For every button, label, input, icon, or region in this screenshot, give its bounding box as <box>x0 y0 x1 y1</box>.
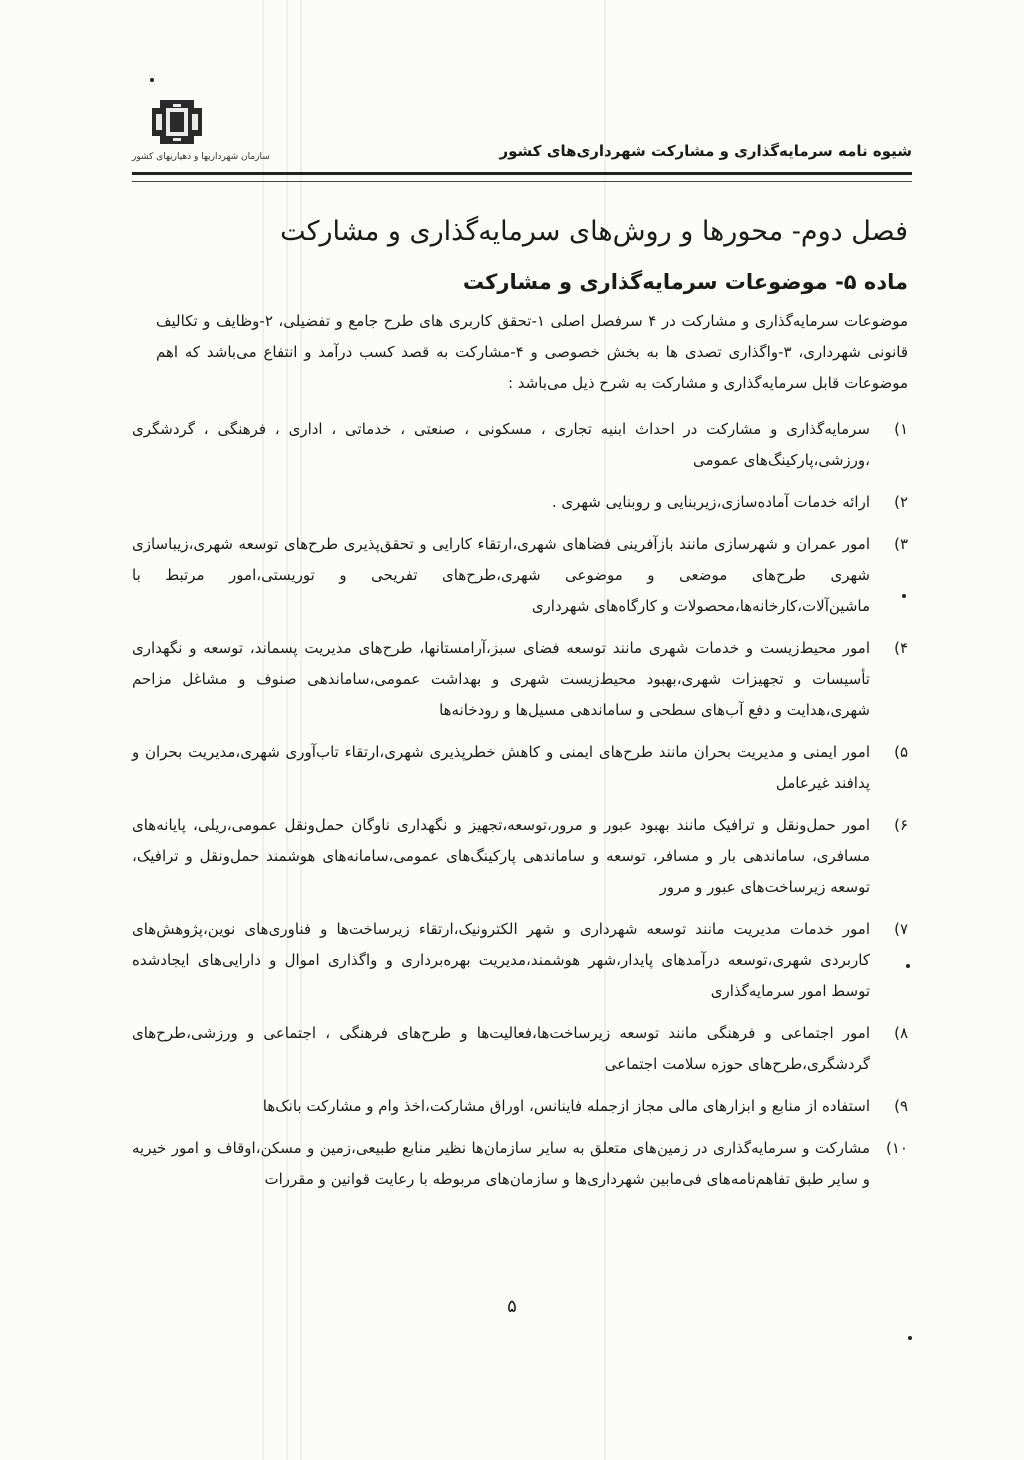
item-text: امور حمل‌ونقل و ترافیک مانند بهبود عبور و مرور،توسعه،تجهیز و نگهداری ناوگان حمل‌ونقل عمومی،ریلی، پایانه‌های مسافری، ساماندهی بار و مسافر، توسعه و ساماندهی پارکینگ‌های عمومی،سامانه‌های هوشمند حمل‌ونقل و ترافیک، توسعه زیرساخت‌های عبور و مرور <box>132 816 870 896</box>
list-item <box>132 414 908 476</box>
list-item <box>132 487 908 518</box>
scan-speck <box>908 1336 912 1340</box>
logo-caption: سازمان شهرداریها و دهیاریهای کشور <box>132 152 270 162</box>
item-text: امور خدمات مدیریت مانند توسعه شهرداری و شهر الکترونیک،ارتقاء زیرساخت‌ها و فناوری‌های نوین،پژوهش‌های کاربردی شهری،توسعه درآمدهای پایدار،شهر هوشمند،مدیریت بهره‌برداری و واگذاری اموال و دارایی‌های ایجادشده توسط امور سرمایه‌گذاری <box>132 920 870 1000</box>
chapter-title: فصل دوم- محورها و روش‌های سرمایه‌گذاری و مشارکت <box>280 216 908 247</box>
page-number: ۵ <box>507 1296 517 1317</box>
item-text: مشارکت و سرمایه‌گذاری در زمین‌های متعلق به سایر سازمان‌ها نظیر منابع طبیعی،زمین و مسکن،اوقاف و امور خیریه و سایر طبق تفاهم‌نامه‌های فی‌مابین شهرداری‌ها و سازمان‌های مربوطه با رعایت قوانین و مقررات <box>132 1139 870 1188</box>
item-number: ۳) <box>894 535 908 553</box>
list-item <box>132 1133 908 1195</box>
item-number: ۲) <box>894 493 908 511</box>
topics-list <box>132 414 908 1206</box>
scan-speck <box>150 78 154 82</box>
list-item <box>132 529 908 622</box>
list-item <box>132 1018 908 1080</box>
item-number: ۴) <box>894 639 908 657</box>
header-title: شیوه نامه سرمایه‌گذاری و مشارکت شهرداری‌های کشور <box>499 142 912 160</box>
list-item <box>132 914 908 1007</box>
article-title: ماده ۵- موضوعات سرمایه‌گذاری و مشارکت <box>462 270 908 294</box>
item-number: ۵) <box>894 743 908 761</box>
intro-paragraph: موضوعات سرمایه‌گذاری و مشارکت در ۴ سرفصل اصلی ۱-تحقق کاربری های طرح جامع و تفضیلی، ۲-وظایف و تکالیف قانونی شهرداری، ۳-واگذاری تصدی ها به بخش خصوصی و ۴-مشارکت به قصد کسب درآمد و انتفاع می‌باشد که اهم موضوعات قابل سرمایه‌گذاری و مشارکت به شرح ذیل می‌باشد : <box>156 312 909 392</box>
item-text: امور اجتماعی و فرهنگی مانند توسعه زیرساخت‌ها،فعالیت‌ها و طرح‌های فرهنگی ، اجتماعی و ورزشی،طرح‌های گردشگری،طرح‌های حوزه سلامت اجتماعی <box>132 1024 870 1073</box>
item-text: امور عمران و شهرسازی مانند بازآفرینی فضاهای شهری،ارتقاء کارایی و تحقق‌پذیری طرح‌های توسعه شهری،زیباسازی شهری طرح‌های موضعی و موضوعی شهری،طرح‌های تفریحی و توریستی،امور مرتبط با ماشین‌آلات،کارخانه‌ها،محصولات و کارگاه‌های شهرداری <box>132 535 870 615</box>
item-text: امور ایمنی و مدیریت بحران مانند طرح‌های ایمنی و کاهش خطرپذیری شهری،ارتقاء تاب‌آوری شهری،مدیریت بحران و پدافند غیرعامل <box>132 743 870 792</box>
item-number: ۶) <box>894 816 908 834</box>
header-divider <box>132 172 912 182</box>
item-number: ۷) <box>894 920 908 938</box>
item-number: ۹) <box>894 1097 908 1115</box>
item-number: ۱۰) <box>886 1139 908 1157</box>
item-text: سرمایه‌گذاری و مشارکت در احداث ابنیه تجاری ، مسکونی ، صنعتی ، خدماتی ، اداری ، فرهنگی ، گردشگری ،ورزشی،پارکینگ‌های عمومی <box>132 420 870 469</box>
page-header <box>132 96 912 176</box>
item-number: ۸) <box>894 1024 908 1042</box>
list-item <box>132 810 908 903</box>
list-item <box>132 633 908 726</box>
item-number: ۱) <box>894 420 908 438</box>
item-text: ارائه خدمات آماده‌سازی،زیربنایی و روبنایی شهری . <box>551 493 870 511</box>
list-item <box>132 737 908 799</box>
item-text: امور محیط‌زیست و خدمات شهری مانند توسعه فضای سبز،آرامستانها، طرح‌های مدیریت پسماند، توسعه و نگهداری تأسیسات و تجهیزات شهری،بهبود محیط‌زیست شهری و بهداشت عمومی،ساماندهی صنوف و مشاغل مزاحم شهری،هدایت و دفع آب‌های سطحی و ساماندهی مسیل‌ها و رودخانه‌ها <box>132 639 870 719</box>
list-item <box>132 1091 908 1122</box>
item-text: استفاده از منابع و ابزارهای مالی مجاز ازجمله فاینانس، اوراق مشارکت،اخذ وام و مشارکت بانک‌ها <box>262 1097 870 1115</box>
